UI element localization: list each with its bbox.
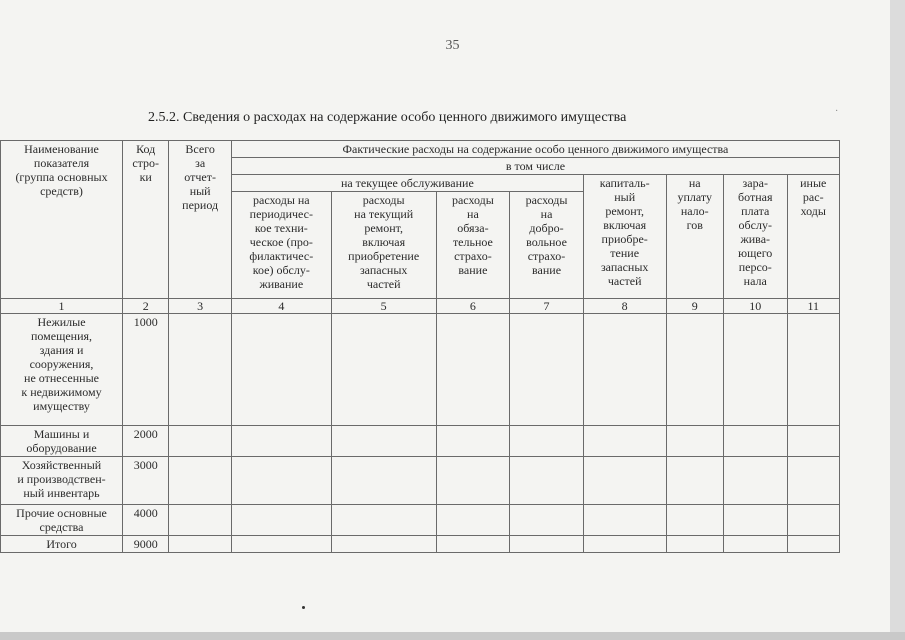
scan-dot — [302, 606, 305, 609]
table-cell[interactable] — [436, 457, 510, 505]
table-cell[interactable] — [169, 426, 232, 457]
page-number: 35 — [445, 38, 460, 53]
header-including: в том числе — [231, 158, 839, 175]
table-cell[interactable] — [583, 457, 666, 505]
table-cell[interactable] — [723, 505, 787, 536]
table-cell[interactable] — [583, 505, 666, 536]
table-cell[interactable] — [231, 505, 331, 536]
row-code: 1000 — [123, 314, 169, 426]
row-name: Хозяйственный и производствен- ный инвентарь — [1, 457, 123, 505]
header-total: Всего за отчет- ный период — [169, 141, 232, 299]
row-name: Нежилые помещения, здания и сооружения, не отнесенные к недвижимому имуществу — [1, 314, 123, 426]
table-row-total — [1, 536, 840, 553]
column-number: 6 — [436, 299, 510, 314]
column-number: 7 — [510, 299, 584, 314]
header-periodic-maintenance: расходы на периодичес- кое техни- ческое (про- филактичес- кое) обслу- живание — [231, 192, 331, 299]
column-number: 9 — [666, 299, 723, 314]
column-number: 5 — [331, 299, 436, 314]
row-code: 9000 — [123, 536, 169, 553]
table-cell[interactable] — [436, 505, 510, 536]
table-cell[interactable] — [583, 314, 666, 426]
table-row — [1, 505, 840, 536]
header-current-repair: расходы на текущий ремонт, включая приобретение запасных частей — [331, 192, 436, 299]
table-row — [1, 457, 840, 505]
table-cell[interactable] — [666, 505, 723, 536]
table-cell[interactable] — [510, 457, 584, 505]
table-cell[interactable] — [331, 505, 436, 536]
table-cell[interactable] — [231, 314, 331, 426]
table-cell[interactable] — [331, 426, 436, 457]
row-code: 3000 — [123, 457, 169, 505]
table-cell[interactable] — [436, 536, 510, 553]
column-number: 3 — [169, 299, 232, 314]
header-capital-repair: капиталь- ный ремонт, включая приобре- тение запасных частей — [583, 175, 666, 299]
row-code: 2000 — [123, 426, 169, 457]
table-cell[interactable] — [331, 314, 436, 426]
header-mandatory-insurance: расходы на обяза- тельное страхо- вание — [436, 192, 510, 299]
scan-mark: · — [835, 106, 839, 117]
table-cell[interactable] — [231, 426, 331, 457]
scan-edge-right — [890, 0, 905, 640]
table-cell[interactable] — [510, 314, 584, 426]
table-cell[interactable] — [666, 314, 723, 426]
table-cell[interactable] — [169, 457, 232, 505]
table-cell[interactable] — [510, 505, 584, 536]
table-cell[interactable] — [787, 426, 840, 457]
header-actual-expenses: Фактические расходы на содержание особо ценного движимого имущества — [231, 141, 839, 158]
table-cell[interactable] — [231, 457, 331, 505]
header-code: Код стро- ки — [123, 141, 169, 299]
table-cell[interactable] — [787, 536, 840, 553]
column-number: 4 — [231, 299, 331, 314]
table-cell[interactable] — [666, 536, 723, 553]
table-cell[interactable] — [231, 536, 331, 553]
table-row — [1, 314, 840, 426]
row-code: 4000 — [123, 505, 169, 536]
table-cell[interactable] — [169, 314, 232, 426]
table-cell[interactable] — [436, 314, 510, 426]
header-indicator: Наименование показателя (группа основных средств) — [1, 141, 123, 299]
table-cell[interactable] — [787, 505, 840, 536]
table-cell[interactable] — [723, 426, 787, 457]
table-cell[interactable] — [666, 426, 723, 457]
column-number: 10 — [723, 299, 787, 314]
expenses-table — [0, 140, 840, 553]
header-salary: зара- ботная плата обслу- жива- ющего персо- нала — [723, 175, 787, 299]
column-number: 8 — [583, 299, 666, 314]
table-cell[interactable] — [331, 536, 436, 553]
header-voluntary-insurance: расходы на добро- вольное страхо- вание — [510, 192, 584, 299]
table-cell[interactable] — [583, 426, 666, 457]
column-number: 1 — [1, 299, 123, 314]
row-name: Машины и оборудование — [1, 426, 123, 457]
table-cell[interactable] — [583, 536, 666, 553]
table-cell[interactable] — [510, 426, 584, 457]
table-cell[interactable] — [787, 457, 840, 505]
table-cell[interactable] — [723, 314, 787, 426]
section-title: 2.5.2. Сведения о расходах на содержание особо ценного движимого имущества — [148, 110, 627, 125]
table-row — [1, 426, 840, 457]
row-name: Итого — [1, 536, 123, 553]
table-cell[interactable] — [510, 536, 584, 553]
header-current-maintenance: на текущее обслуживание — [231, 175, 583, 192]
scan-edge-bottom — [0, 632, 905, 640]
table-cell[interactable] — [723, 457, 787, 505]
table-cell[interactable] — [169, 536, 232, 553]
header-other-expenses: иные рас- ходы — [787, 175, 840, 299]
table-cell[interactable] — [666, 457, 723, 505]
row-name: Прочие основные средства — [1, 505, 123, 536]
table-cell[interactable] — [436, 426, 510, 457]
table-cell[interactable] — [787, 314, 840, 426]
column-number: 2 — [123, 299, 169, 314]
table-cell[interactable] — [169, 505, 232, 536]
table-cell[interactable] — [723, 536, 787, 553]
header-taxes: на уплату нало- гов — [666, 175, 723, 299]
column-number: 11 — [787, 299, 840, 314]
table-cell[interactable] — [331, 457, 436, 505]
